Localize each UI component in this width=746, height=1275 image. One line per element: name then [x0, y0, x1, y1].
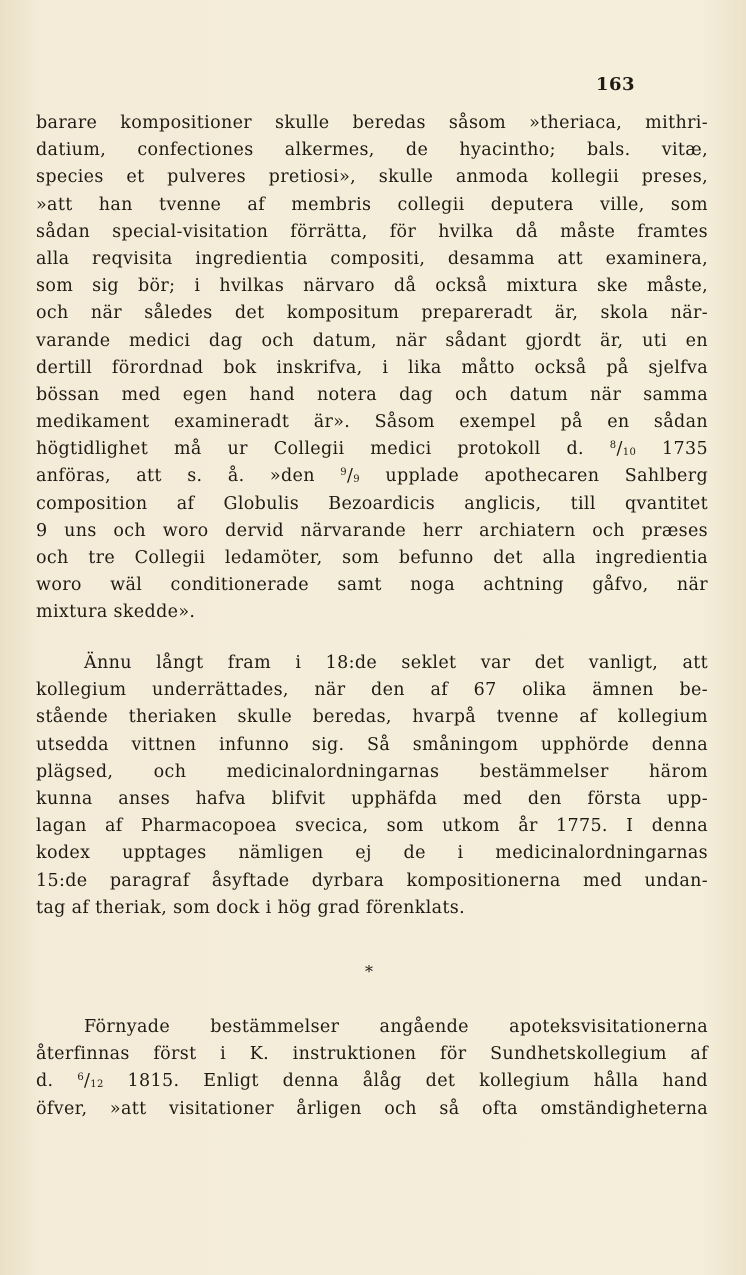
text-line: kunna anses hafva blifvit upphäfda med den första upp- — [36, 788, 708, 809]
text-line: bössan med egen hand notera dag och datum när samma — [36, 384, 708, 405]
text-segment: 1735 — [636, 439, 708, 460]
text-segment: anföras, att s. å. »den — [36, 466, 341, 487]
text-line: Förnyade bestämmelser angående apoteksvisitationerna — [84, 1017, 708, 1037]
text-line: kodex upptages nämligen ej de i medicinalordningarnas — [36, 843, 708, 864]
text-segment: upplade apothecaren Sahlberg — [359, 466, 708, 487]
text-line-with-date-fraction — [36, 1068, 708, 1095]
text-segment: högtidlighet må ur Collegii medici protokoll d. — [36, 439, 610, 460]
fraction-numerator: 6 — [77, 1072, 85, 1084]
paragraph-visitation-rules — [36, 1014, 708, 1123]
text-line: som sig bör; i hvilkas närvaro då också mixtura ske måste, — [36, 276, 708, 297]
text-segment: 1815. Enligt denna ålåg det kollegium hålla hand — [103, 1071, 708, 1092]
text-line: composition af Globulis Bezoardicis anglicis, till qvantitet — [36, 493, 708, 514]
text-line: barare kompositioner skulle beredas såsom »theriaca, mithri- — [36, 113, 708, 133]
fraction-denominator: 9 — [353, 474, 360, 486]
fraction-numerator: 9 — [340, 467, 347, 479]
text-line: tag af theriak, som dock i hög grad förenklats. — [36, 897, 466, 918]
text-line-with-date-fraction — [36, 436, 708, 463]
fraction-slash: / — [616, 439, 623, 460]
fraction-slash: / — [84, 1071, 91, 1092]
text-line: kollegium underrättades, när den af 67 olika ämnen be- — [36, 680, 708, 701]
text-segment: d. — [36, 1071, 78, 1092]
text-line: och tre Collegii ledamöter, som befunno det alla ingredientia — [36, 548, 708, 568]
text-line: 15:de paragraf åsyftade dyrbara kompositionerna med undan- — [36, 870, 708, 891]
text-line: lagan af Pharmacopoea svecica, som utkom år 1775. I denna — [36, 816, 708, 837]
fraction-slash: / — [347, 466, 354, 487]
text-line: öfver, »att visitationer årligen och så ofta omständigheterna — [36, 1098, 708, 1119]
text-line: utsedda vittnen infunno sig. Så småningom upphörde denna — [36, 734, 708, 755]
text-line: sådan special-visitation förrätta, för hvilka då måste framtes — [36, 221, 708, 242]
text-line: dertill förordnad bok inskrifva, i lika måtto också på sjelfva — [36, 357, 708, 378]
paragraph-theriaca-visitation — [36, 110, 708, 627]
section-separator — [0, 962, 746, 981]
fraction-denominator: 10 — [622, 447, 637, 459]
text-line: species et pulveres pretiosi», skulle anmoda kollegii preses, — [36, 167, 708, 188]
page-number: 163 — [596, 74, 636, 95]
text-line: medikament examineradt är». Såsom exempel på en sådan — [36, 412, 708, 433]
fraction-numerator: 8 — [609, 440, 617, 452]
text-line: plägsed, och medicinalordningarnas bestämmelser härom — [36, 761, 708, 782]
text-line: varande medici dag och datum, när sådant gjordt är, uti en — [36, 330, 708, 351]
text-line: »att han tvenne af membris collegii deputera ville, som — [36, 194, 708, 215]
text-line-with-date-fraction — [36, 463, 708, 490]
text-line: Ännu långt fram i 18:de seklet var det vanligt, att — [84, 653, 708, 673]
asterisk-separator: * — [365, 962, 373, 981]
text-line: mixtura skedde». — [36, 602, 196, 623]
text-line: återfinnas först i K. instruktionen för Sundhetskollegium af — [36, 1044, 708, 1065]
text-line: stående theriaken skulle beredas, hvarpå tvenne af kollegium — [36, 707, 708, 728]
fraction-denominator: 12 — [90, 1079, 104, 1091]
text-line: och när således det kompositum prepareradt är, skola när- — [36, 303, 708, 324]
text-line: alla reqvisita ingredientia compositi, desamma att examinera, — [36, 248, 708, 269]
text-line: woro wäl conditionerade samt noga achtning gåfvo, när — [36, 575, 708, 596]
text-line: datium, confectiones alkermes, de hyacintho; bals. vitæ, — [36, 140, 708, 161]
text-line: 9 uns och woro dervid närvarande herr archiatern och præses — [36, 520, 708, 541]
paragraph-18th-century — [36, 650, 708, 922]
